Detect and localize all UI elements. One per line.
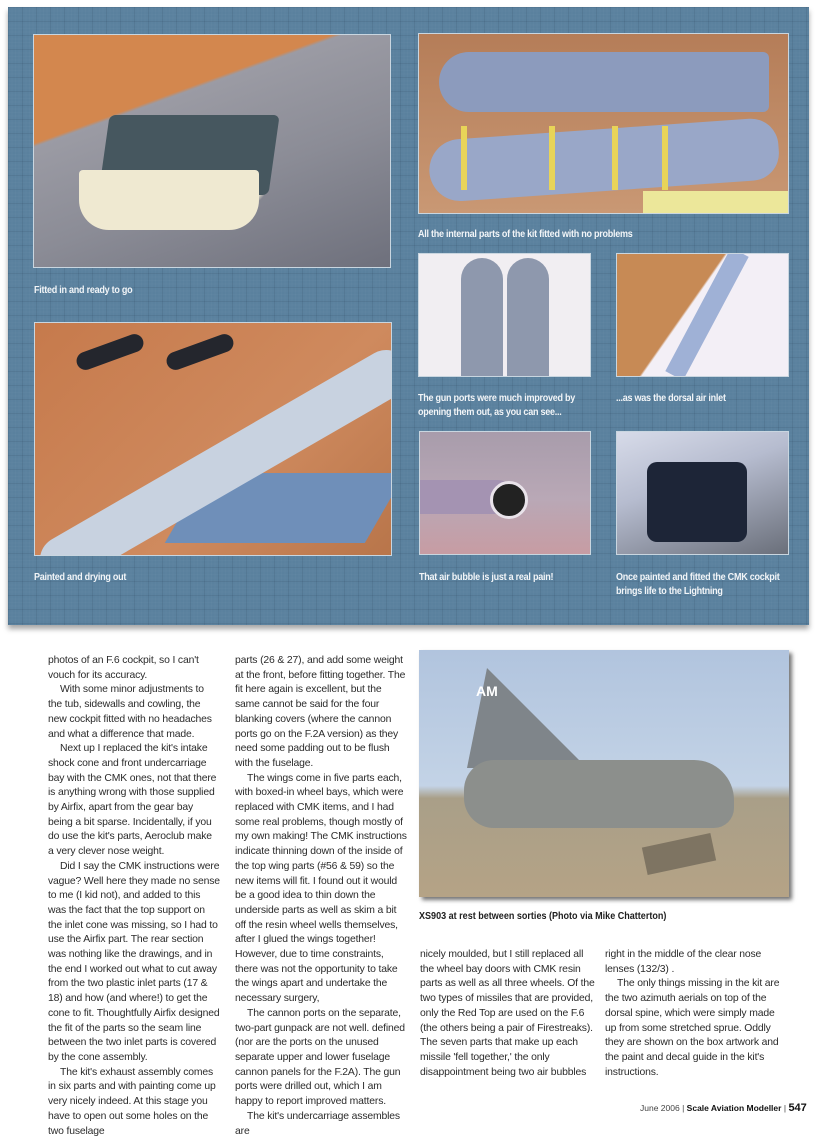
- caption-internal-parts: All the internal parts of the kit fitted with no problems: [418, 228, 633, 240]
- cockpit-interior: [647, 462, 747, 542]
- masking-tape: [461, 126, 467, 190]
- paragraph: Did I say the CMK instructions were vague? Well here they made no sense to me (I kid not), and added to this was the fact that the top support on the inlet cone was missing, so I had to use the Airfix part. The rear section was nothing like the drawings, and in the end I worked out what to cut away from the two plastic inlet parts (17 & 18) and how (and where!) to get the cone to fit. Thoughtfully Airfix designed the fit of the parts so the seam line between the two inlet parts is covered by the cone assembly.: [48, 860, 220, 1063]
- dorsal-spine-shape: [665, 253, 748, 377]
- gunpack-half: [461, 258, 503, 376]
- article-column-1: [48, 654, 220, 1139]
- masking-tape: [549, 126, 555, 190]
- masking-tape: [662, 126, 668, 190]
- magazine-title: Scale Aviation Modeller: [686, 1103, 782, 1113]
- caption-line: The gun ports were much improved by: [418, 392, 576, 404]
- paragraph: The wings come in five parts each, with boxed-in wheel bays, which were replaced with CMK items, and I had some real problems, though mostly of my own making! The CMK instructions indicate thinning down of the inside of the top wing parts (#56 & 59) so the new items will fit. I found out it would be a good idea to thin down the underside parts as well as skim a bit off the resin wheel wells themselves, after I glued the wings together! However, due to time constraints, there was not the opportunity to take the wings apart and undertake the necessary surgery,: [235, 772, 407, 1005]
- caption-dorsal-inlet: ...as was the dorsal air inlet: [616, 392, 726, 404]
- masking-tape: [612, 126, 618, 190]
- paragraph: The kit's exhaust assembly comes in six parts and with painting come up very nicely indeed. At this stage you have to open out some holes on the two fuselage: [48, 1066, 216, 1137]
- article-column-4: [605, 948, 781, 1080]
- clamp-shape: [164, 332, 236, 373]
- caption-line: brings life to the Lightning: [616, 585, 723, 597]
- caption-cockpit-fitted: Fitted in and ready to go: [34, 284, 133, 296]
- caption-line: Once painted and fitted the CMK cockpit: [616, 571, 780, 583]
- paragraph: Next up I replaced the kit's intake shock cone and front undercarriage bay with the CMK ones, not that there is anything wrong with those supplied by Airfix, apart from the gear bay being a bit sparse. Incidentally, if you do use the kit's parts, Aeroclub make a very clever nose weight.: [48, 743, 217, 858]
- paragraph: nicely moulded, but I still replaced all the wheel bay doors with CMK resin parts as well as all three wheels. Of the two types of missiles that are provided, only the Red Top are used on the F.6 (the others being a pair of Firestreaks). The seven parts that make up each missile 'fell together,' the only disappointment being two air bubbles: [420, 949, 595, 1078]
- footer-separator: |: [783, 1103, 787, 1113]
- photo-cockpit-fitted: [33, 34, 391, 268]
- caption-line: opening them out, as you can see...: [418, 406, 562, 418]
- paragraph: The kit's undercarriage assembles are: [235, 1110, 400, 1137]
- caption-painted-drying: Painted and drying out: [34, 571, 127, 583]
- paragraph: The only things missing in the kit are the two azimuth aerials on top of the dorsal spine, which were simply made up from some stretched sprue. Oddly they are shown on the box artwork and the paint and decal guide in the kit's instructions.: [605, 978, 780, 1078]
- photo-internal-parts: [418, 33, 789, 214]
- paragraph: right in the middle of the clear nose lenses (132/3) .: [605, 949, 762, 975]
- clamp-shape: [74, 332, 146, 373]
- cockpit-foam-shape: [79, 170, 259, 230]
- photo-air-bubble: [419, 431, 591, 555]
- aircraft-body-shape: [464, 760, 734, 828]
- caption-cmk-cockpit: [616, 570, 780, 598]
- ground-cart-shape: [642, 833, 716, 875]
- paragraph: With some minor adjustments to the tub, sidewalls and cowling, the new cockpit fitted with no headaches and what a difference that made.: [48, 684, 212, 740]
- fuselage-half-shape: [439, 52, 769, 112]
- photo-gun-ports: [418, 253, 591, 377]
- issue-date: June 2006: [640, 1103, 680, 1113]
- caption-xs903: XS903 at rest between sorties (Photo via Mike Chatterton): [419, 910, 667, 922]
- page-footer: [640, 1102, 807, 1114]
- gunpack-half: [507, 258, 549, 376]
- paragraph: parts (26 & 27), and add some weight at the front, before fitting together. The fit here again is excellent, but the same cannot be said for the four blanking covers (where the cannon ports go on the F.2A version) as they need some padding out to be flush with the fuselage.: [235, 655, 406, 769]
- article-column-3: [420, 948, 598, 1080]
- caption-gun-ports: [418, 391, 575, 419]
- footer-separator: |: [682, 1103, 685, 1113]
- photo-painted-drying: [34, 322, 392, 556]
- missile-nose: [490, 481, 528, 519]
- caption-air-bubble: That air bubble is just a real pain!: [419, 571, 554, 583]
- paragraph: The cannon ports on the separate, two-part gunpack are not well. defined (nor are the ports on the unused separate upper and lower fuselage cannon panels for the F.2A). The gun ports were drilled out, which I am happy to report improved matters.: [235, 1007, 405, 1108]
- photo-cmk-cockpit: [616, 431, 789, 555]
- paragraph: photos of an F.6 cockpit, so I can't vouch for its accuracy.: [48, 655, 199, 681]
- article-column-2: [235, 654, 407, 1139]
- photo-dorsal-inlet: [616, 253, 789, 377]
- tail-code: AM: [476, 683, 498, 699]
- instruction-sheet: [643, 191, 788, 213]
- photo-xs903: [419, 650, 789, 897]
- page-number: 547: [788, 1102, 807, 1114]
